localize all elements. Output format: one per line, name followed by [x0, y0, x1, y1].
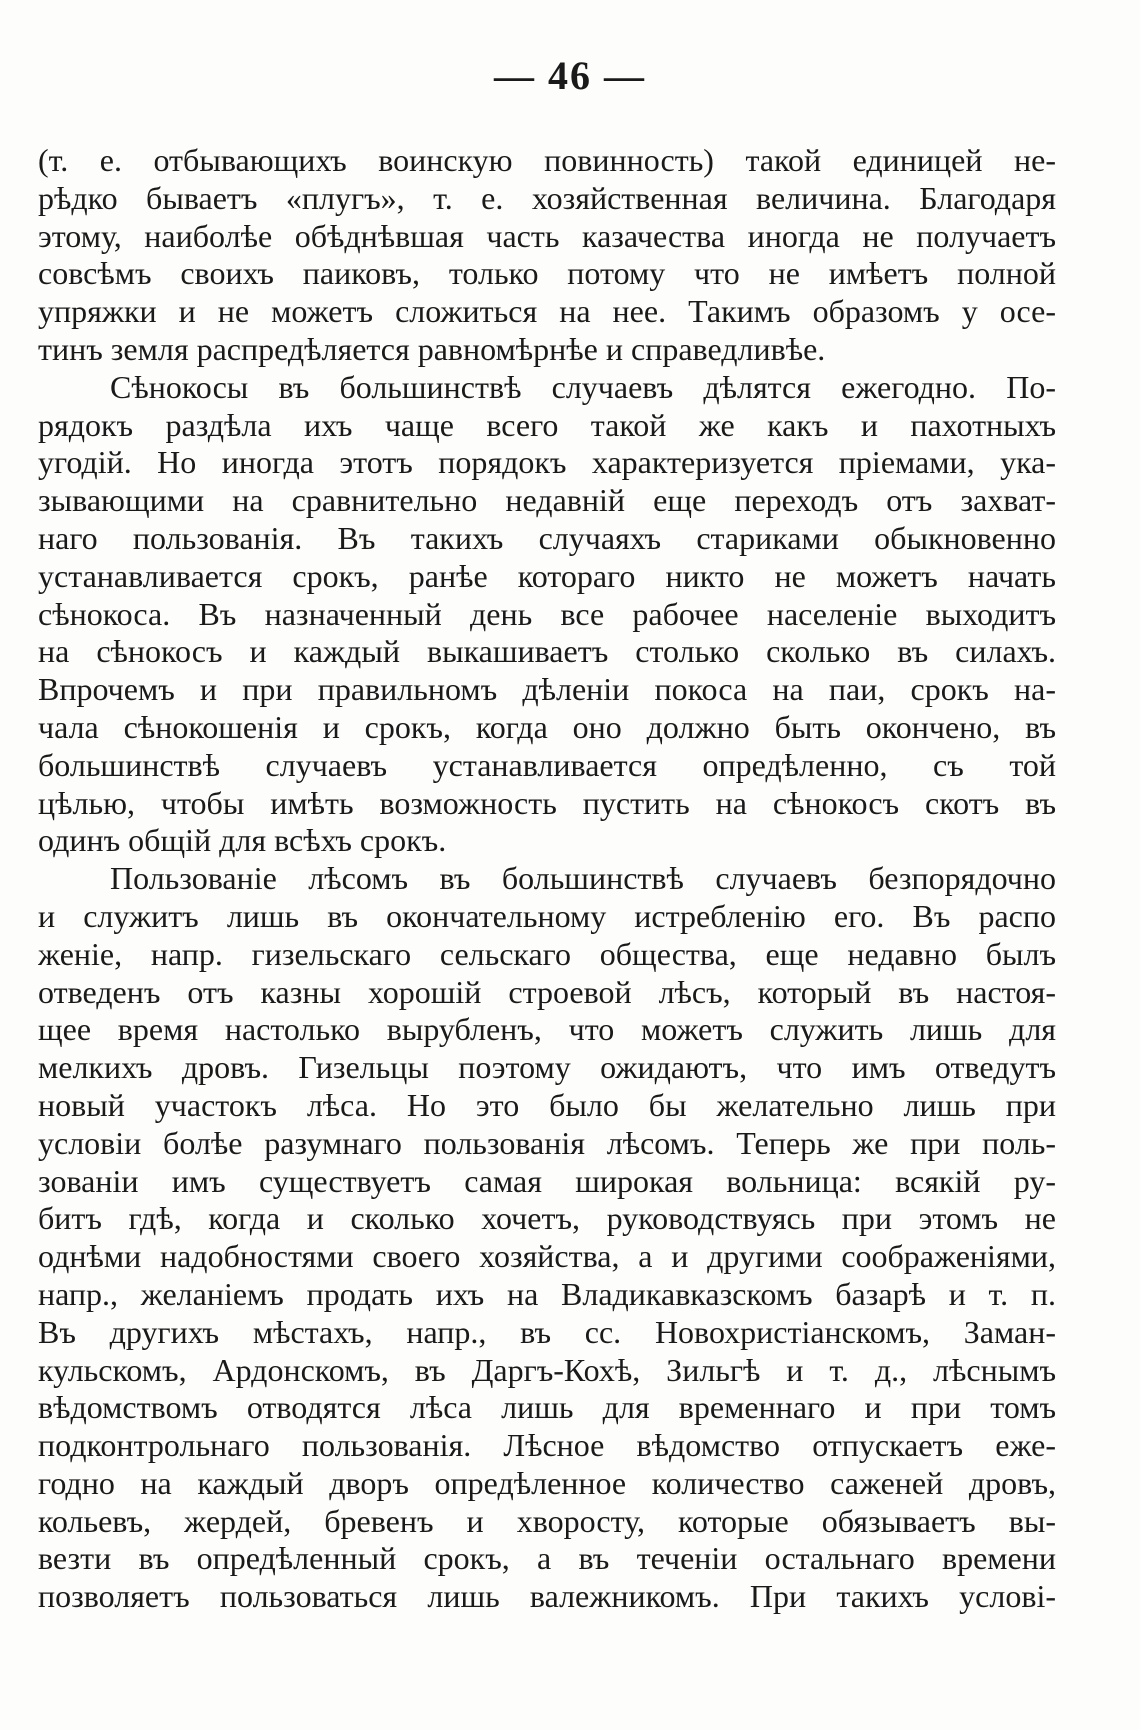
text-line: большинствѣ случаевъ устанавливается опредѣленно, съ той [38, 746, 1056, 783]
text-line: напр., желаніемъ продать ихъ на Владикавказскомъ базарѣ и т. п. [38, 1275, 1056, 1312]
text-line: рѣдко бываетъ «плугъ», т. е. хозяйственная величина. Благодаря [38, 179, 1056, 216]
text-line: Сѣнокосы въ большинствѣ случаевъ дѣлятся ежегодно. По- [110, 368, 1056, 405]
text-line: чала сѣнокошенія и срокъ, когда оно должно быть окончено, въ [38, 708, 1056, 745]
text-line: тинъ земля распредѣляется равномѣрнѣе и справедливѣе. [38, 330, 826, 367]
text-line: однѣми надобностями своего хозяйства, а и другими соображеніями, [38, 1238, 1056, 1275]
text-line: цѣлью, чтобы имѣть возможность пустить на сѣнокосъ скотъ въ [38, 784, 1056, 821]
text-line: кульскомъ, Ардонскомъ, въ Даргъ-Кохѣ, Зильгѣ и т. д., лѣснымъ [38, 1351, 1056, 1388]
text-line: позволяетъ пользоваться лишь валежникомъ. При такихъ услові- [38, 1578, 1056, 1615]
text-line: (т. е. отбывающихъ воинскую повинность) такой единицей не- [38, 142, 1056, 178]
text-line: везти въ опредѣленный срокъ, а въ теченіи остальнаго времени [38, 1540, 1056, 1577]
text-line: годно на каждый дворъ опредѣленное количество саженей дровъ, [38, 1464, 1056, 1501]
text-line: наго пользованія. Въ такихъ случаяхъ стариками обыкновенно [38, 519, 1056, 556]
text-line: Въ другихъ мѣстахъ, напр., въ сс. Новохристіанскомъ, Заман- [38, 1313, 1056, 1350]
text-line: вѣдомствомъ отводятся лѣса лишь для временнаго и при томъ [38, 1389, 1056, 1426]
body-text [38, 142, 1056, 1616]
text-line: угодій. Но иногда этотъ порядокъ характеризуется пріемами, ука- [38, 444, 1056, 481]
text-line: совсѣмъ своихъ паиковъ, только потому что не имѣетъ полной [38, 255, 1056, 292]
text-line: битъ гдѣ, когда и сколько хочетъ, руководствуясь при этомъ не [38, 1200, 1056, 1237]
text-line: рядокъ раздѣла ихъ чаще всего такой же какъ и пахотныхъ [38, 406, 1056, 443]
text-line: Пользованіе лѣсомъ въ большинствѣ случаевъ безпорядочно [110, 860, 1056, 897]
text-line: на сѣнокосъ и каждый выкашиваетъ столько сколько въ силахъ. [38, 633, 1056, 670]
paragraph-1 [38, 142, 1056, 369]
text-line: зованіи имъ существуетъ самая широкая вольница: всякій ру- [38, 1162, 1056, 1199]
paragraph-2 [38, 369, 1056, 860]
text-line: этому, наиболѣе обѣднѣвшая часть казачества иногда не получаетъ [38, 217, 1056, 254]
text-line: устанавливается срокъ, ранѣе котораго никто не можетъ начать [38, 557, 1056, 594]
text-line: условіи болѣе разумнаго пользованія лѣсомъ. Теперь же при поль- [38, 1124, 1056, 1161]
paragraph-3 [38, 860, 1056, 1616]
text-line: кольевъ, жердей, бревенъ и хворосту, которые обязываетъ вы- [38, 1502, 1056, 1539]
text-line: новый участокъ лѣса. Но это было бы желательно лишь при [38, 1086, 1056, 1123]
text-line: и служитъ лишь въ окончательному истребленію его. Въ распо [38, 897, 1056, 934]
text-line: отведенъ отъ казны хорошій строевой лѣсъ, который въ настоя- [38, 973, 1056, 1010]
text-line: зывающими на сравнительно недавній еще переходъ отъ захват- [38, 482, 1056, 519]
text-line: сѣнокоса. Въ назначенный день все рабочее населеніе выходитъ [38, 595, 1056, 632]
text-line: щее время настолько вырубленъ, что можетъ служить лишь для [38, 1011, 1056, 1048]
text-line: женіе, напр. гизельскаго сельскаго общества, еще недавно былъ [38, 935, 1056, 972]
text-line: одинъ общій для всѣхъ срокъ. [38, 822, 447, 859]
text-line: упряжки и не можетъ сложиться на нее. Такимъ образомъ у осе- [38, 293, 1056, 330]
text-line: подконтрольнаго пользованія. Лѣсное вѣдомство отпускаетъ еже- [38, 1427, 1056, 1464]
text-line: Впрочемъ и при правильномъ дѣленіи покоса на паи, срокъ на- [38, 671, 1056, 708]
page-number: — 46 — [494, 53, 646, 98]
text-line: мелкихъ дровъ. Гизельцы поэтому ожидаютъ, что имъ отведутъ [38, 1049, 1056, 1086]
